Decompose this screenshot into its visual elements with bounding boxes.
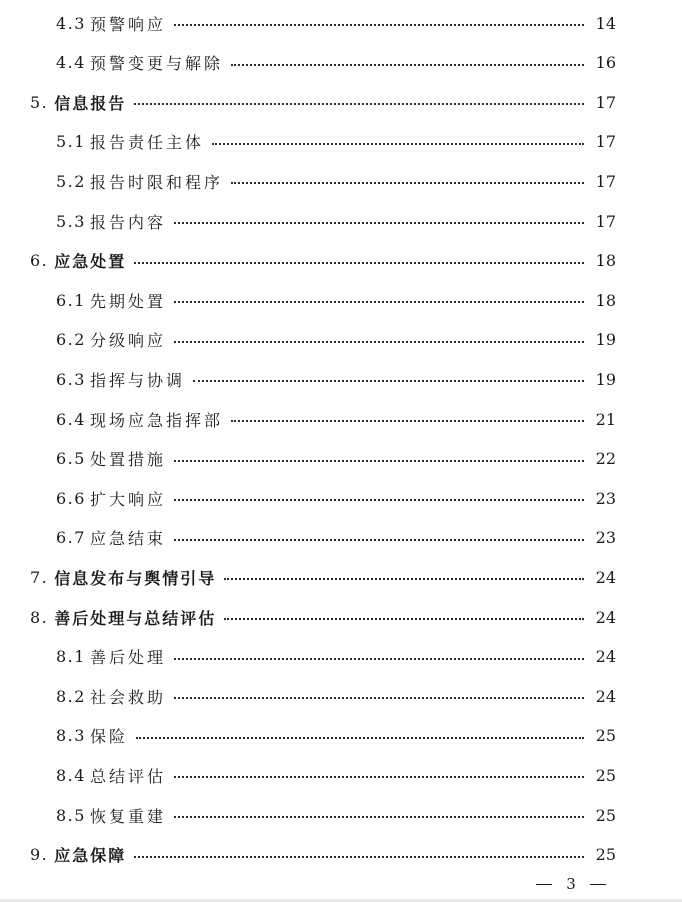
toc-entry-title: 指挥与协调 (89, 370, 185, 390)
toc-entry-number: 6.2 (56, 330, 86, 350)
toc-entry[interactable] (0, 840, 682, 870)
toc-entry-page: 14 (595, 13, 616, 33)
toc-entry[interactable] (0, 206, 682, 236)
toc-entry-page: 22 (595, 449, 616, 469)
toc-entry-title: 善后处理与总结评估 (54, 608, 217, 628)
toc-entry-page: 24 (595, 607, 616, 627)
toc-entry[interactable] (0, 602, 682, 632)
toc-entry-number: 4.4 (56, 53, 86, 73)
toc-entry-page: 24 (595, 686, 616, 706)
toc-entry-title: 报告时限和程序 (89, 172, 223, 192)
toc-dot-leader (134, 856, 584, 858)
toc-dot-leader (174, 24, 584, 26)
toc-dot-leader (224, 618, 584, 620)
toc-dot-leader (174, 460, 584, 462)
toc-entry-number: 9. (30, 845, 49, 865)
toc-entry-title: 总结评估 (89, 766, 166, 786)
toc-entry-page: 17 (595, 171, 616, 191)
toc-entry-title: 预警响应 (89, 14, 166, 34)
toc-entry-page: 24 (595, 567, 616, 587)
toc-entry[interactable] (0, 364, 682, 394)
toc-entry-number: 8.5 (56, 805, 86, 825)
toc-entry[interactable] (0, 285, 682, 315)
toc-entry-number: 4.3 (56, 13, 86, 33)
toc-dot-leader (174, 697, 584, 699)
toc-entry[interactable] (0, 523, 682, 553)
toc-entry[interactable] (0, 483, 682, 513)
toc-entry-page: 17 (595, 132, 616, 152)
toc-entry[interactable] (0, 48, 682, 78)
toc-entry-title: 善后处理 (89, 648, 166, 668)
toc-entry[interactable] (0, 562, 682, 592)
toc-entry-page: 17 (595, 211, 616, 231)
toc-entry-title: 恢复重建 (89, 806, 166, 826)
toc-entry-title: 信息发布与舆情引导 (54, 568, 217, 588)
toc-entry-page: 23 (595, 528, 616, 548)
toc-entry-number: 8.2 (56, 686, 86, 706)
toc-dot-leader (174, 816, 584, 818)
toc-entry-number: 5. (30, 92, 49, 112)
toc-entry[interactable] (0, 404, 682, 434)
toc-dot-leader (231, 420, 584, 422)
toc-dot-leader (231, 182, 584, 184)
toc-entry-title: 处置措施 (89, 450, 166, 470)
toc-entry-title: 分级响应 (89, 331, 166, 351)
toc-entry-page: 25 (595, 845, 616, 865)
toc-entry-title: 保险 (89, 727, 128, 747)
toc-entry-number: 8.4 (56, 765, 86, 785)
toc-entry-page: 25 (595, 805, 616, 825)
toc-entry[interactable] (0, 800, 682, 830)
toc-entry[interactable] (0, 127, 682, 157)
toc-entry[interactable] (0, 642, 682, 672)
toc-entry-title: 先期处置 (89, 291, 166, 311)
toc-entry-number: 8. (30, 607, 49, 627)
toc-entry-title: 应急结束 (89, 529, 166, 549)
toc-entry[interactable] (0, 325, 682, 355)
toc-entry-number: 8.3 (56, 726, 86, 746)
toc-entry-page: 17 (595, 92, 616, 112)
toc-entry-number: 6.7 (56, 528, 86, 548)
toc-entry-page: 24 (595, 647, 616, 667)
toc-entry[interactable] (0, 166, 682, 196)
toc-entry-title: 报告内容 (89, 212, 166, 232)
toc-dot-leader (174, 341, 584, 343)
toc-entry-title: 扩大响应 (89, 489, 166, 509)
toc-entry-number: 5.1 (56, 132, 86, 152)
toc-entry-page: 25 (595, 765, 616, 785)
toc-entry-number: 5.2 (56, 171, 86, 191)
toc-dot-leader (174, 658, 584, 660)
toc-entry-number: 6.5 (56, 449, 86, 469)
toc-entry-page: 19 (595, 369, 616, 389)
toc-entry-number: 6.6 (56, 488, 86, 508)
toc-entry-title: 社会救助 (89, 687, 166, 707)
toc-entry-number: 6.4 (56, 409, 86, 429)
toc-entry-page: 18 (595, 290, 616, 310)
toc-entry[interactable] (0, 87, 682, 117)
toc-entry[interactable] (0, 246, 682, 276)
toc-entry-number: 8.1 (56, 647, 86, 667)
toc-dot-leader (231, 64, 584, 66)
footer-dash-left (536, 884, 552, 885)
toc-entry-page: 25 (595, 726, 616, 746)
toc-dot-leader (174, 539, 584, 541)
toc-entry[interactable] (0, 681, 682, 711)
toc-entry-title: 预警变更与解除 (89, 54, 223, 74)
toc-entry-page: 16 (595, 53, 616, 73)
toc-entry[interactable] (0, 721, 682, 751)
toc-entry-title: 应急处置 (54, 252, 127, 272)
toc-dot-leader (174, 301, 584, 303)
footer-dash-right (590, 884, 606, 885)
toc-entry-title: 现场应急指挥部 (89, 410, 223, 430)
toc-entry-title: 报告责任主体 (89, 133, 204, 153)
page-footer (536, 874, 606, 894)
toc-entry-number: 6.3 (56, 369, 86, 389)
toc-dot-leader (174, 776, 584, 778)
toc-entry-number: 5.3 (56, 211, 86, 231)
page-number: 3 (566, 875, 576, 893)
toc-entry-page: 23 (595, 488, 616, 508)
toc-dot-leader (136, 737, 584, 739)
toc-entry-page: 21 (595, 409, 616, 429)
toc-dot-leader (134, 262, 584, 264)
toc-entry-number: 6.1 (56, 290, 86, 310)
toc-entry[interactable] (0, 8, 682, 38)
toc-entry[interactable] (0, 760, 682, 790)
toc-entry-number: 6. (30, 251, 49, 271)
toc-entry-page: 18 (595, 251, 616, 271)
toc-dot-leader (174, 222, 584, 224)
toc-dot-leader (224, 578, 584, 580)
toc-dot-leader (174, 499, 584, 501)
toc-dot-leader (193, 380, 584, 382)
toc-entry[interactable] (0, 444, 682, 474)
toc-dot-leader (134, 103, 584, 105)
toc-entry-title: 应急保障 (54, 846, 127, 866)
toc-entry-number: 7. (30, 567, 49, 587)
toc-entry-title: 信息报告 (54, 93, 127, 113)
toc-entry-page: 19 (595, 330, 616, 350)
toc-dot-leader (212, 143, 584, 145)
